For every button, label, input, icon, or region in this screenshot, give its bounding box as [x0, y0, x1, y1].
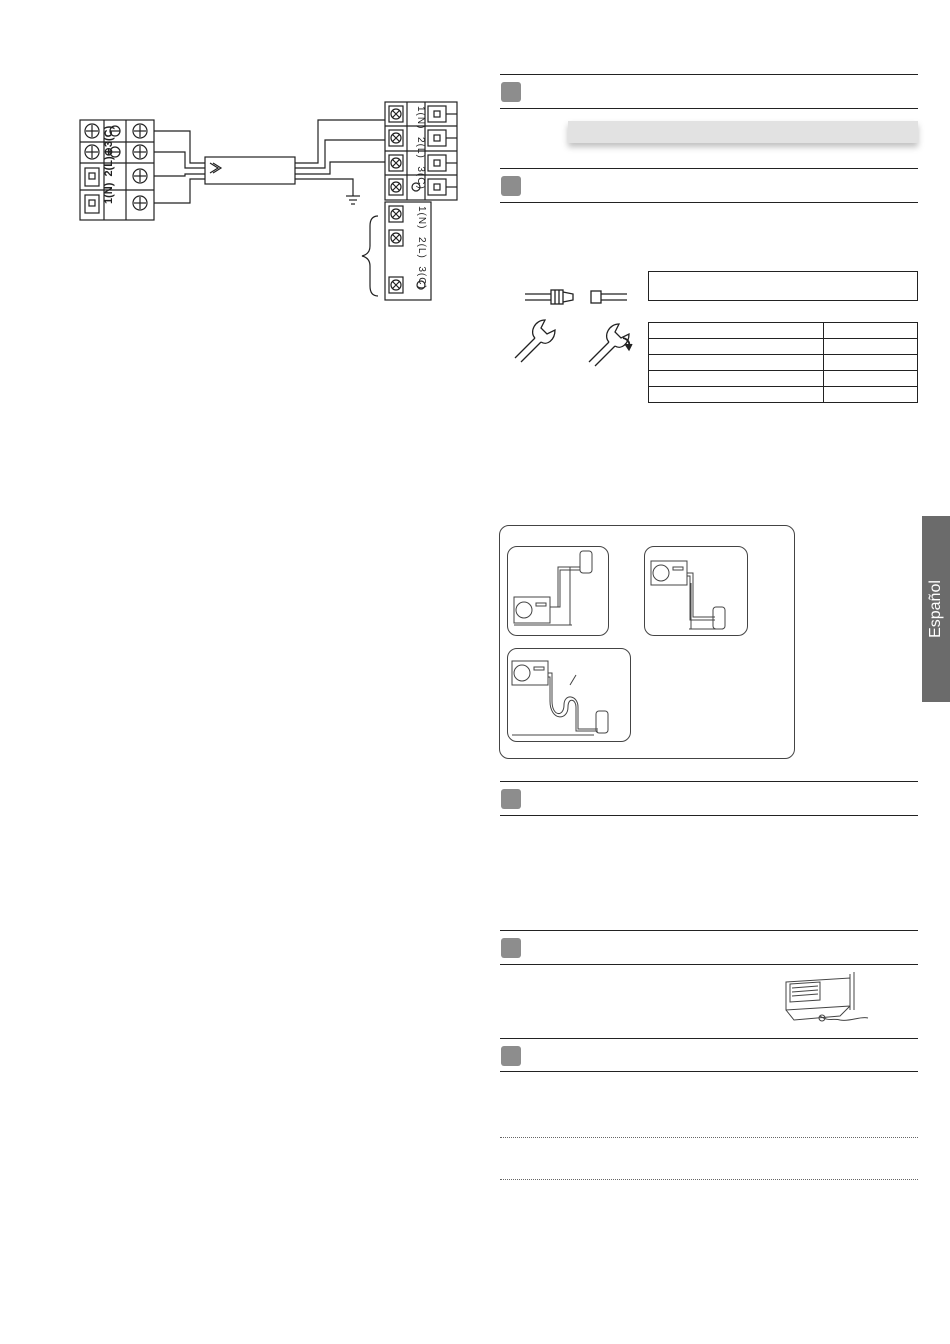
section-3-top-rule — [500, 781, 918, 782]
left-label-3c: 3(C) — [103, 125, 115, 148]
section-3-bottom-rule — [500, 815, 918, 816]
table-row — [649, 371, 918, 387]
shaded-bar — [568, 121, 918, 143]
section-5-top-rule — [500, 1038, 918, 1039]
torque-table — [648, 322, 918, 403]
outdoor-above-illustration — [645, 547, 747, 635]
lower-label-3c: 3(C) — [416, 266, 427, 290]
table-row — [649, 355, 918, 371]
example-outdoor-below — [507, 546, 609, 636]
left-label-1n: 1(N) — [103, 182, 115, 204]
section-1-marker — [501, 82, 521, 102]
drain-loop-illustration — [508, 649, 630, 741]
right-label-1n: 1(N) — [415, 106, 426, 130]
language-tab-label: Español — [927, 580, 944, 638]
table-row — [649, 323, 918, 339]
section-2-top-rule — [500, 168, 918, 169]
section-3-marker — [501, 789, 521, 809]
table-row — [649, 339, 918, 355]
lower-label-2l: 2(L) — [416, 237, 427, 259]
wiring-diagram — [0, 0, 470, 340]
section-4-top-rule — [500, 930, 918, 931]
wrench-illustration — [505, 280, 645, 370]
section-4-bottom-rule — [500, 964, 918, 965]
example-drain-loop — [507, 648, 631, 742]
outdoor-below-illustration — [508, 547, 608, 635]
table-row — [649, 387, 918, 403]
example-outdoor-above — [644, 546, 748, 636]
info-box — [648, 271, 918, 301]
indoor-unit-illustration — [780, 970, 870, 1032]
lower-label-1n: 1(N) — [416, 206, 427, 230]
section-5-marker — [501, 1046, 521, 1066]
section-1-bottom-rule — [500, 108, 918, 109]
dotted-separator-1 — [500, 1137, 918, 1138]
right-label-2l: 2(L) — [415, 137, 426, 159]
section-2-bottom-rule — [500, 202, 918, 203]
section-4-marker — [501, 938, 521, 958]
section-1-top-rule — [500, 74, 918, 75]
right-label-3c: 3(C) — [415, 166, 426, 190]
left-label-2l: 2(L) — [103, 156, 115, 177]
dotted-separator-2 — [500, 1179, 918, 1180]
section-5-bottom-rule — [500, 1071, 918, 1072]
section-2-marker — [501, 176, 521, 196]
cable-bundle — [205, 157, 295, 184]
language-tab[interactable] — [922, 516, 950, 702]
